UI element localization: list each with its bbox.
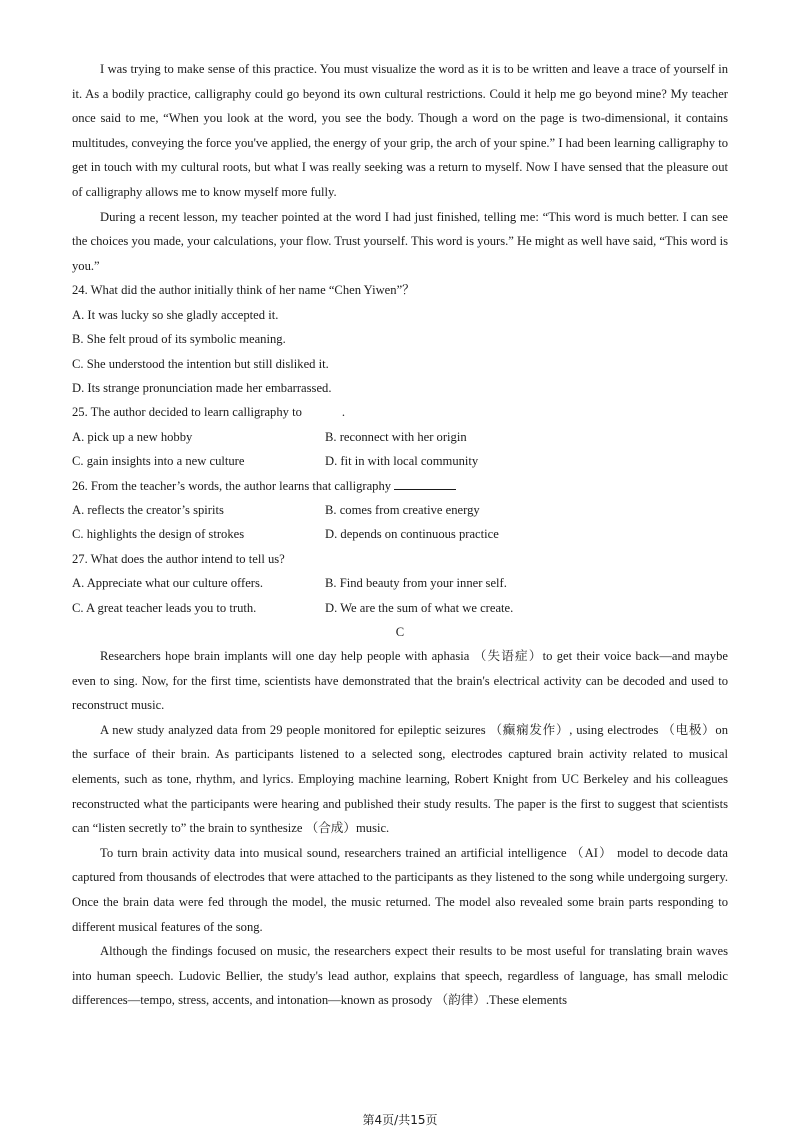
section-heading: C: [395, 625, 405, 640]
option-row: [72, 522, 728, 546]
option-d: D. We are the sum of what we create.: [325, 600, 514, 615]
page-footer: 第4页/共15页: [362, 1113, 438, 1127]
option-a: A. pick up a new hobby: [72, 429, 193, 444]
exam-page: [72, 57, 728, 1013]
passage-c-paragraph: Researchers hope brain implants will one day help people with aphasia （失语症）to get their voice back—and maybe even to sing. Now, for the first time, scientists have demonstrated that the brain's electrical activity can be decoded and used to reconstruct music.: [72, 649, 728, 713]
question-26: [72, 474, 728, 547]
option-a: A. reflects the creator’s spirits: [72, 503, 224, 517]
passage-c-paragraph: Although the findings focused on music, the researchers expect their results to be most useful for translating brain waves into human speech. Ludovic Bellier, the study's lead author, explains that speech, regardless of language, has small melodic differences—tempo, stress, accents, and intonation—known as prosody （韵律）.These elements: [72, 944, 728, 1008]
passage-b-paragraph: During a recent lesson, my teacher pointed at the word I had just finished, telling me: “This word is much better. I can see the choices you made, your calculations, your flow. Trust yourself. This word is yours.” He might as well have said, “This word is you.”: [72, 209, 728, 273]
option-d: D. fit in with local community: [325, 454, 479, 469]
question-stem: 25. The author decided to learn calligraphy to .: [72, 405, 346, 420]
option-b: B. reconnect with her origin: [325, 429, 467, 444]
option-a: A. It was lucky so she gladly accepted it.: [72, 307, 279, 322]
option-row: [72, 449, 728, 473]
option-c: C. gain insights into a new culture: [72, 454, 245, 469]
question-stem: 24. What did the author initially think of her name “Chen Yiwen”？: [72, 283, 415, 298]
option-row: [72, 425, 728, 449]
option-c: C. highlights the design of strokes: [72, 527, 245, 542]
question-stem: 26. From the teacher’s words, the author learns that calligraphy: [72, 474, 728, 498]
option-row: [72, 596, 728, 620]
question-24: [72, 278, 728, 400]
passage-c-paragraph: To turn brain activity data into musical sound, researchers trained an artificial intelligence （AI） model to decode data captured from thousands of electrodes that were attached to the participants as they listened to the song while undergoing surgery. Once the brain data were fed through the model, the music returned. The model also revealed some brain parts responding to different musical features of the song.: [72, 845, 728, 934]
question-27: [72, 547, 728, 620]
option-d: D. depends on continuous practice: [325, 527, 499, 542]
question-25: [72, 400, 728, 473]
option-b: B. Find beauty from your inner self.: [325, 576, 507, 591]
option-b: B. She felt proud of its symbolic meaning.: [72, 332, 286, 347]
option-c: C. She understood the intention but still disliked it.: [72, 356, 329, 371]
option-row: [72, 571, 728, 595]
option-row: [72, 498, 728, 522]
passage-b-paragraph: I was trying to make sense of this practice. You must visualize the word as it is to be written and leave a trace of yourself in it. As a bodily practice, calligraphy could go beyond its own cultural restrictions. Could it help me go beyond mine? My teacher once said to me, “When you look at the word, you see the body. Though a word on the page is two-dimensional, it contains multitudes, conveying the force you've applied, the energy of your grip, the arch of your spine.” I had been learning calligraphy to get in touch with my cultural roots, but what I was really seeking was a return to myself. Now I have sensed that the pleasure out of calligraphy allows me to know myself more fully.: [72, 62, 728, 199]
answer-blank: [302, 403, 342, 416]
question-stem: 27. What does the author intend to tell us?: [72, 551, 285, 566]
answer-blank: [394, 476, 456, 490]
option-c: C. A great teacher leads you to truth.: [72, 600, 257, 615]
option-a: A. Appreciate what our culture offers.: [72, 576, 264, 591]
option-d: D. Its strange pronunciation made her embarrassed.: [72, 380, 332, 395]
passage-c-paragraph: A new study analyzed data from 29 people monitored for epileptic seizures （癫痫发作）, using electrodes （电极）on the surface of their brain. As participants listened to a selected song, electrodes captured brain activity related to musical elements, such as tone, rhythm, and lyrics. Employing machine learning, Robert Knight from UC Berkeley and his colleagues reconstructed what the participants were hearing and published their study results. The paper is the first to suggest that scientists can “listen secretly to” the brain to synthesize （合成）music.: [72, 722, 728, 836]
option-b: B. comes from creative energy: [325, 503, 480, 517]
